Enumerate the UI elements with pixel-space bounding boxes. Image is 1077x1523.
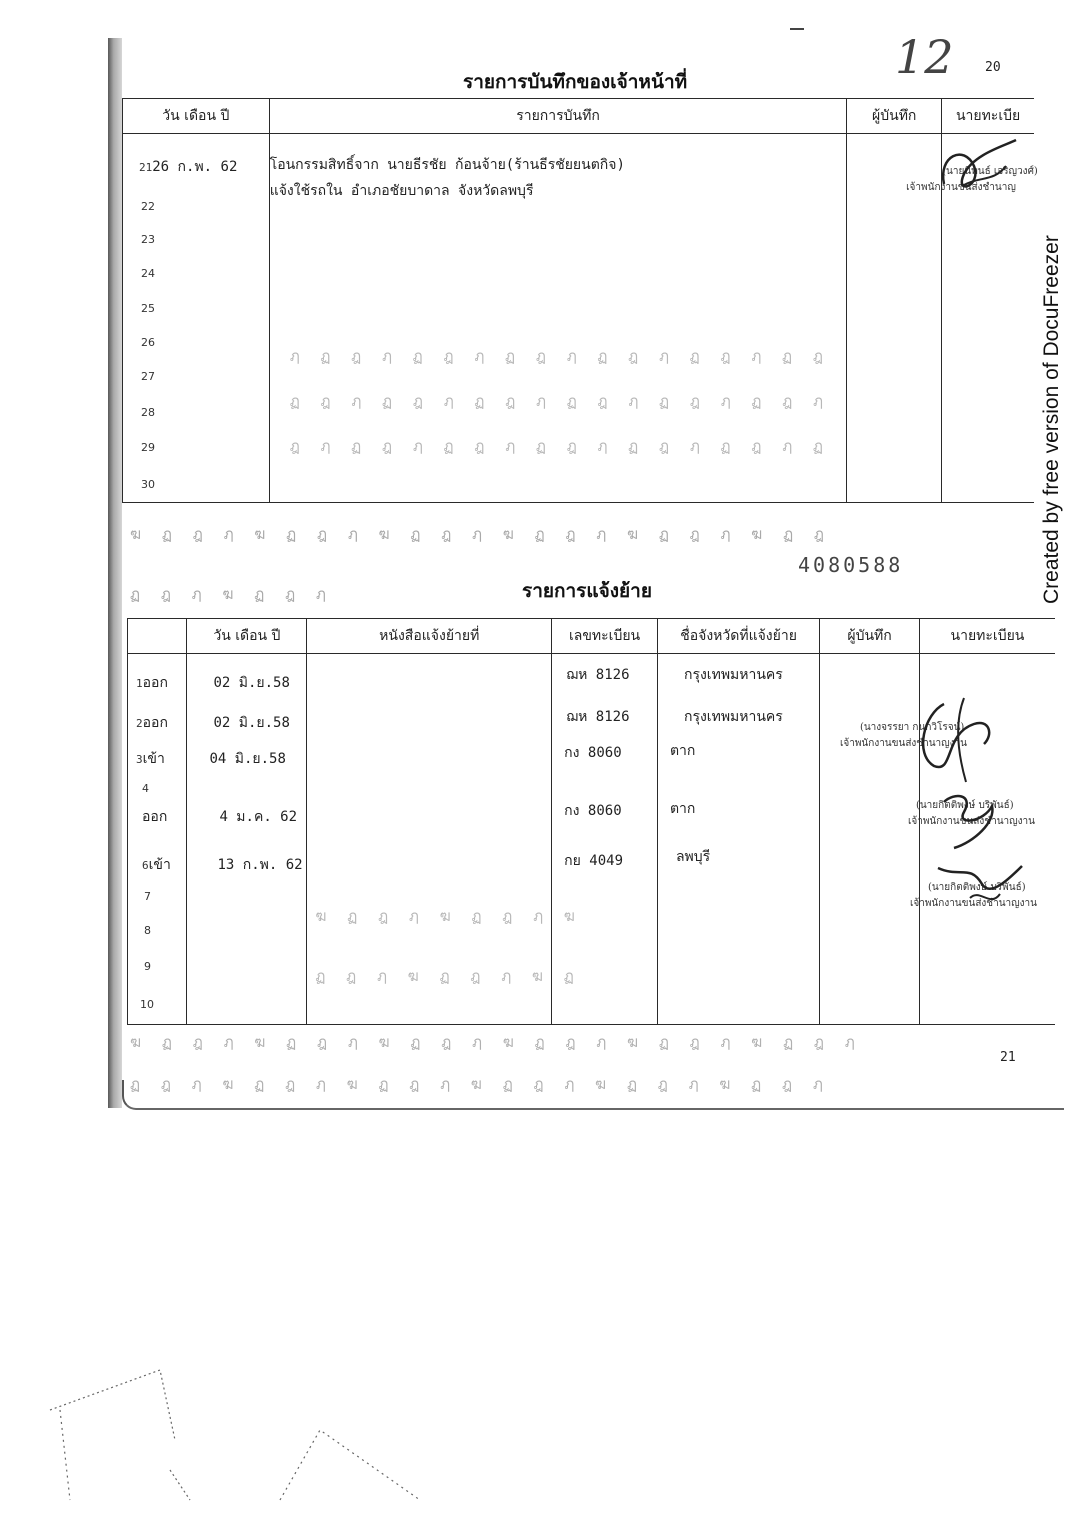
- entry-line-2: แจ้งใช้รถใน อำเภอชัยบาดาล จังหวัดลพบุรี: [269, 183, 534, 199]
- plate-number: กง 8060: [564, 803, 622, 819]
- header-recorder: ผู้บันทึก: [820, 619, 920, 654]
- row-number: 6: [142, 859, 149, 872]
- province-column: [657, 654, 819, 1025]
- page-number-top: 20: [985, 60, 1001, 75]
- transfer-date: 04 มิ.ย.58: [209, 751, 286, 767]
- header-letter: หนังสือแจ้งย้ายที่: [307, 619, 552, 654]
- row-number: 24: [141, 267, 155, 280]
- plate-column: [552, 654, 658, 1025]
- plate-number: ฌห 8126: [566, 709, 630, 725]
- registrar-stamp-line-2: เจ้าพนักงานขนส่งชำนาญ: [906, 182, 1016, 193]
- registrar-stamp-line-1: (นายนิพนธ์ เจริญวงศ์): [942, 166, 1038, 177]
- province: กรุงเทพมหานคร: [683, 709, 783, 725]
- plate-number: กง 8060: [564, 745, 622, 761]
- registrar-column: [839, 654, 1055, 1025]
- header-registrar: นายทะเบีย: [942, 99, 1034, 134]
- row-number: 2: [136, 717, 143, 730]
- officer-records-table: [122, 98, 1038, 503]
- recorder-column: [820, 654, 920, 1025]
- direction: เข้า: [142, 751, 165, 767]
- security-pattern: ฆ ฏ ฎ ฦ ฆ ฏ ฎ ฦ ฆ ฏ ฎ ฦ ฆ ฏ ฎ ฦ ฆ ฏ ฎ ฦ ฆ ฏ ฎ ฦ: [130, 1033, 863, 1051]
- registrar-stamp-line-2: เจ้าพนักงานขนส่งชำนาญงาน: [839, 738, 968, 749]
- registrar-stamp-line-2: เจ้าพนักงานขนส่งชำนาญงาน: [909, 898, 1038, 909]
- transfer-date: 4 ม.ค. 62: [219, 809, 298, 825]
- direction: ออก: [142, 809, 168, 825]
- security-pattern: ฏ ฎ ฦ ฆ ฏ ฎ ฦ ฆ ฏ: [315, 967, 582, 985]
- security-pattern: ฎ ฦ ฏ ฎ ฦ ฏ ฎ ฦ ฏ ฎ ฦ ฏ ฎ ฦ ฏ ฎ ฦ ฏ: [289, 437, 831, 455]
- scan-artifact: [40, 1330, 460, 1510]
- row-number: 22: [141, 200, 155, 213]
- security-pattern: ฏ ฎ ฦ ฏ ฎ ฦ ฏ ฎ ฦ ฏ ฎ ฦ ฏ ฎ ฦ ฏ ฎ ฦ: [289, 392, 831, 410]
- officer-section-title: รายการบันทึกของเจ้าหน้าที่: [463, 71, 688, 93]
- plate-number: กย 4049: [564, 853, 623, 869]
- row-number: 26: [141, 336, 155, 349]
- direction: ออก: [142, 715, 168, 731]
- header-entry: รายการบันทึก: [269, 99, 847, 134]
- header-province: ชื่อจังหวัดที่แจ้งย้าย: [657, 619, 819, 654]
- plate-number: ฌห 8126: [566, 667, 630, 683]
- date-column: [123, 134, 270, 503]
- header-date: วัน เดือน ปี: [187, 619, 307, 654]
- scan-speck: [790, 28, 804, 30]
- signature-registrar-1: [914, 694, 1004, 784]
- registrar-stamp-line-1: (นายกิตติพงษ์ บริพันธ์): [915, 800, 1014, 811]
- row-number: 30: [141, 478, 155, 491]
- row-number: 3: [136, 753, 143, 766]
- watermark-text: Created by free version of DocuFreezer: [1040, 235, 1063, 604]
- transfer-date: 13 ก.พ. 62: [217, 857, 303, 873]
- registrar-stamp-line-1: (นางจรรยา กนกวิโรจน์): [859, 722, 965, 733]
- row-number: 21: [139, 161, 153, 174]
- handwritten-page-mark: 12: [895, 30, 954, 84]
- binding-spine: [108, 38, 122, 1108]
- registrar-stamp-line-1: (นายกิตติพงษ์ บริพันธ์): [927, 882, 1026, 893]
- header-registrar: นายทะเบียน: [919, 619, 1055, 654]
- page-edge: [122, 1080, 1064, 1110]
- row-number: 7: [144, 890, 151, 903]
- signature-registrar-3: [927, 858, 1030, 928]
- page-number-bottom: 21: [1000, 1050, 1016, 1065]
- row-number: 25: [141, 302, 155, 315]
- letter-column: [307, 654, 583, 1025]
- registrar-stamp-line-2: เจ้าพนักงานขนส่งชำนาญงาน: [907, 816, 1036, 827]
- signature-registrar-2: [934, 782, 1014, 852]
- transfer-section-title: รายการแจ้งย้าย: [522, 580, 652, 602]
- province: ตาก: [669, 801, 696, 817]
- security-pattern: ฏ ฎ ฦ ฆ ฏ ฎ ฦ ฆ ฏ ฎ ฦ ฆ ฏ ฎ ฦ ฆ ฏ ฎ ฦ ฆ ฏ ฎ ฦ: [130, 1075, 831, 1093]
- header-direction: [128, 619, 187, 654]
- signature-officer: [934, 136, 1024, 206]
- province: ลพบุรี: [675, 849, 711, 865]
- registrar-column: [906, 134, 1038, 503]
- entry-line-1: โอนกรรมสิทธิ์จาก นายธีรชัย ก้อนจ้าย(ร้านธีรชัยยนตกิจ): [269, 157, 625, 173]
- row-number: 8: [144, 924, 151, 937]
- direction: ออก: [142, 675, 168, 691]
- row-number: 1: [136, 677, 143, 690]
- header-plate: เลขทะเบียน: [552, 619, 658, 654]
- direction: เข้า: [148, 857, 171, 873]
- province: ตาก: [669, 743, 696, 759]
- entry-column: [269, 134, 847, 503]
- province: กรุงเทพมหานคร: [683, 667, 783, 683]
- direction-column: [128, 654, 187, 1025]
- transfer-date: 02 มิ.ย.58: [213, 715, 290, 731]
- security-pattern: ฆ ฏ ฎ ฦ ฆ ฏ ฎ ฦ ฆ: [315, 907, 583, 925]
- document-number: 4080588: [798, 553, 904, 577]
- security-pattern: ฆ ฏ ฎ ฦ ฆ ฏ ฎ ฦ ฆ ฏ ฎ ฦ ฆ ฏ ฎ ฦ ฆ ฏ ฎ ฦ ฆ ฏ ฎ: [130, 525, 832, 543]
- security-pattern: ฦ ฏ ฎ ฦ ฏ ฎ ฦ ฏ ฎ ฦ ฏ ฎ ฦ ฏ ฎ ฦ ฏ ฎ: [289, 347, 831, 365]
- header-date: วัน เดือน ปี: [123, 99, 270, 134]
- row-number: 9: [144, 960, 151, 973]
- row-number: 4: [142, 782, 149, 795]
- row-number: 29: [141, 441, 155, 454]
- date-column: [187, 654, 307, 1025]
- row-number: 10: [140, 998, 154, 1011]
- transfer-date: 02 มิ.ย.58: [213, 675, 290, 691]
- header-recorder: ผู้บันทึก: [847, 99, 942, 134]
- entry-date: 26 ก.พ. 62: [152, 159, 238, 175]
- row-number: 27: [141, 370, 155, 383]
- row-number: 23: [141, 233, 155, 246]
- transfer-records-table: [127, 618, 1055, 1025]
- row-number: 28: [141, 406, 155, 419]
- security-pattern: ฏ ฎ ฦ ฆ ฏ ฎ ฦ: [130, 585, 334, 603]
